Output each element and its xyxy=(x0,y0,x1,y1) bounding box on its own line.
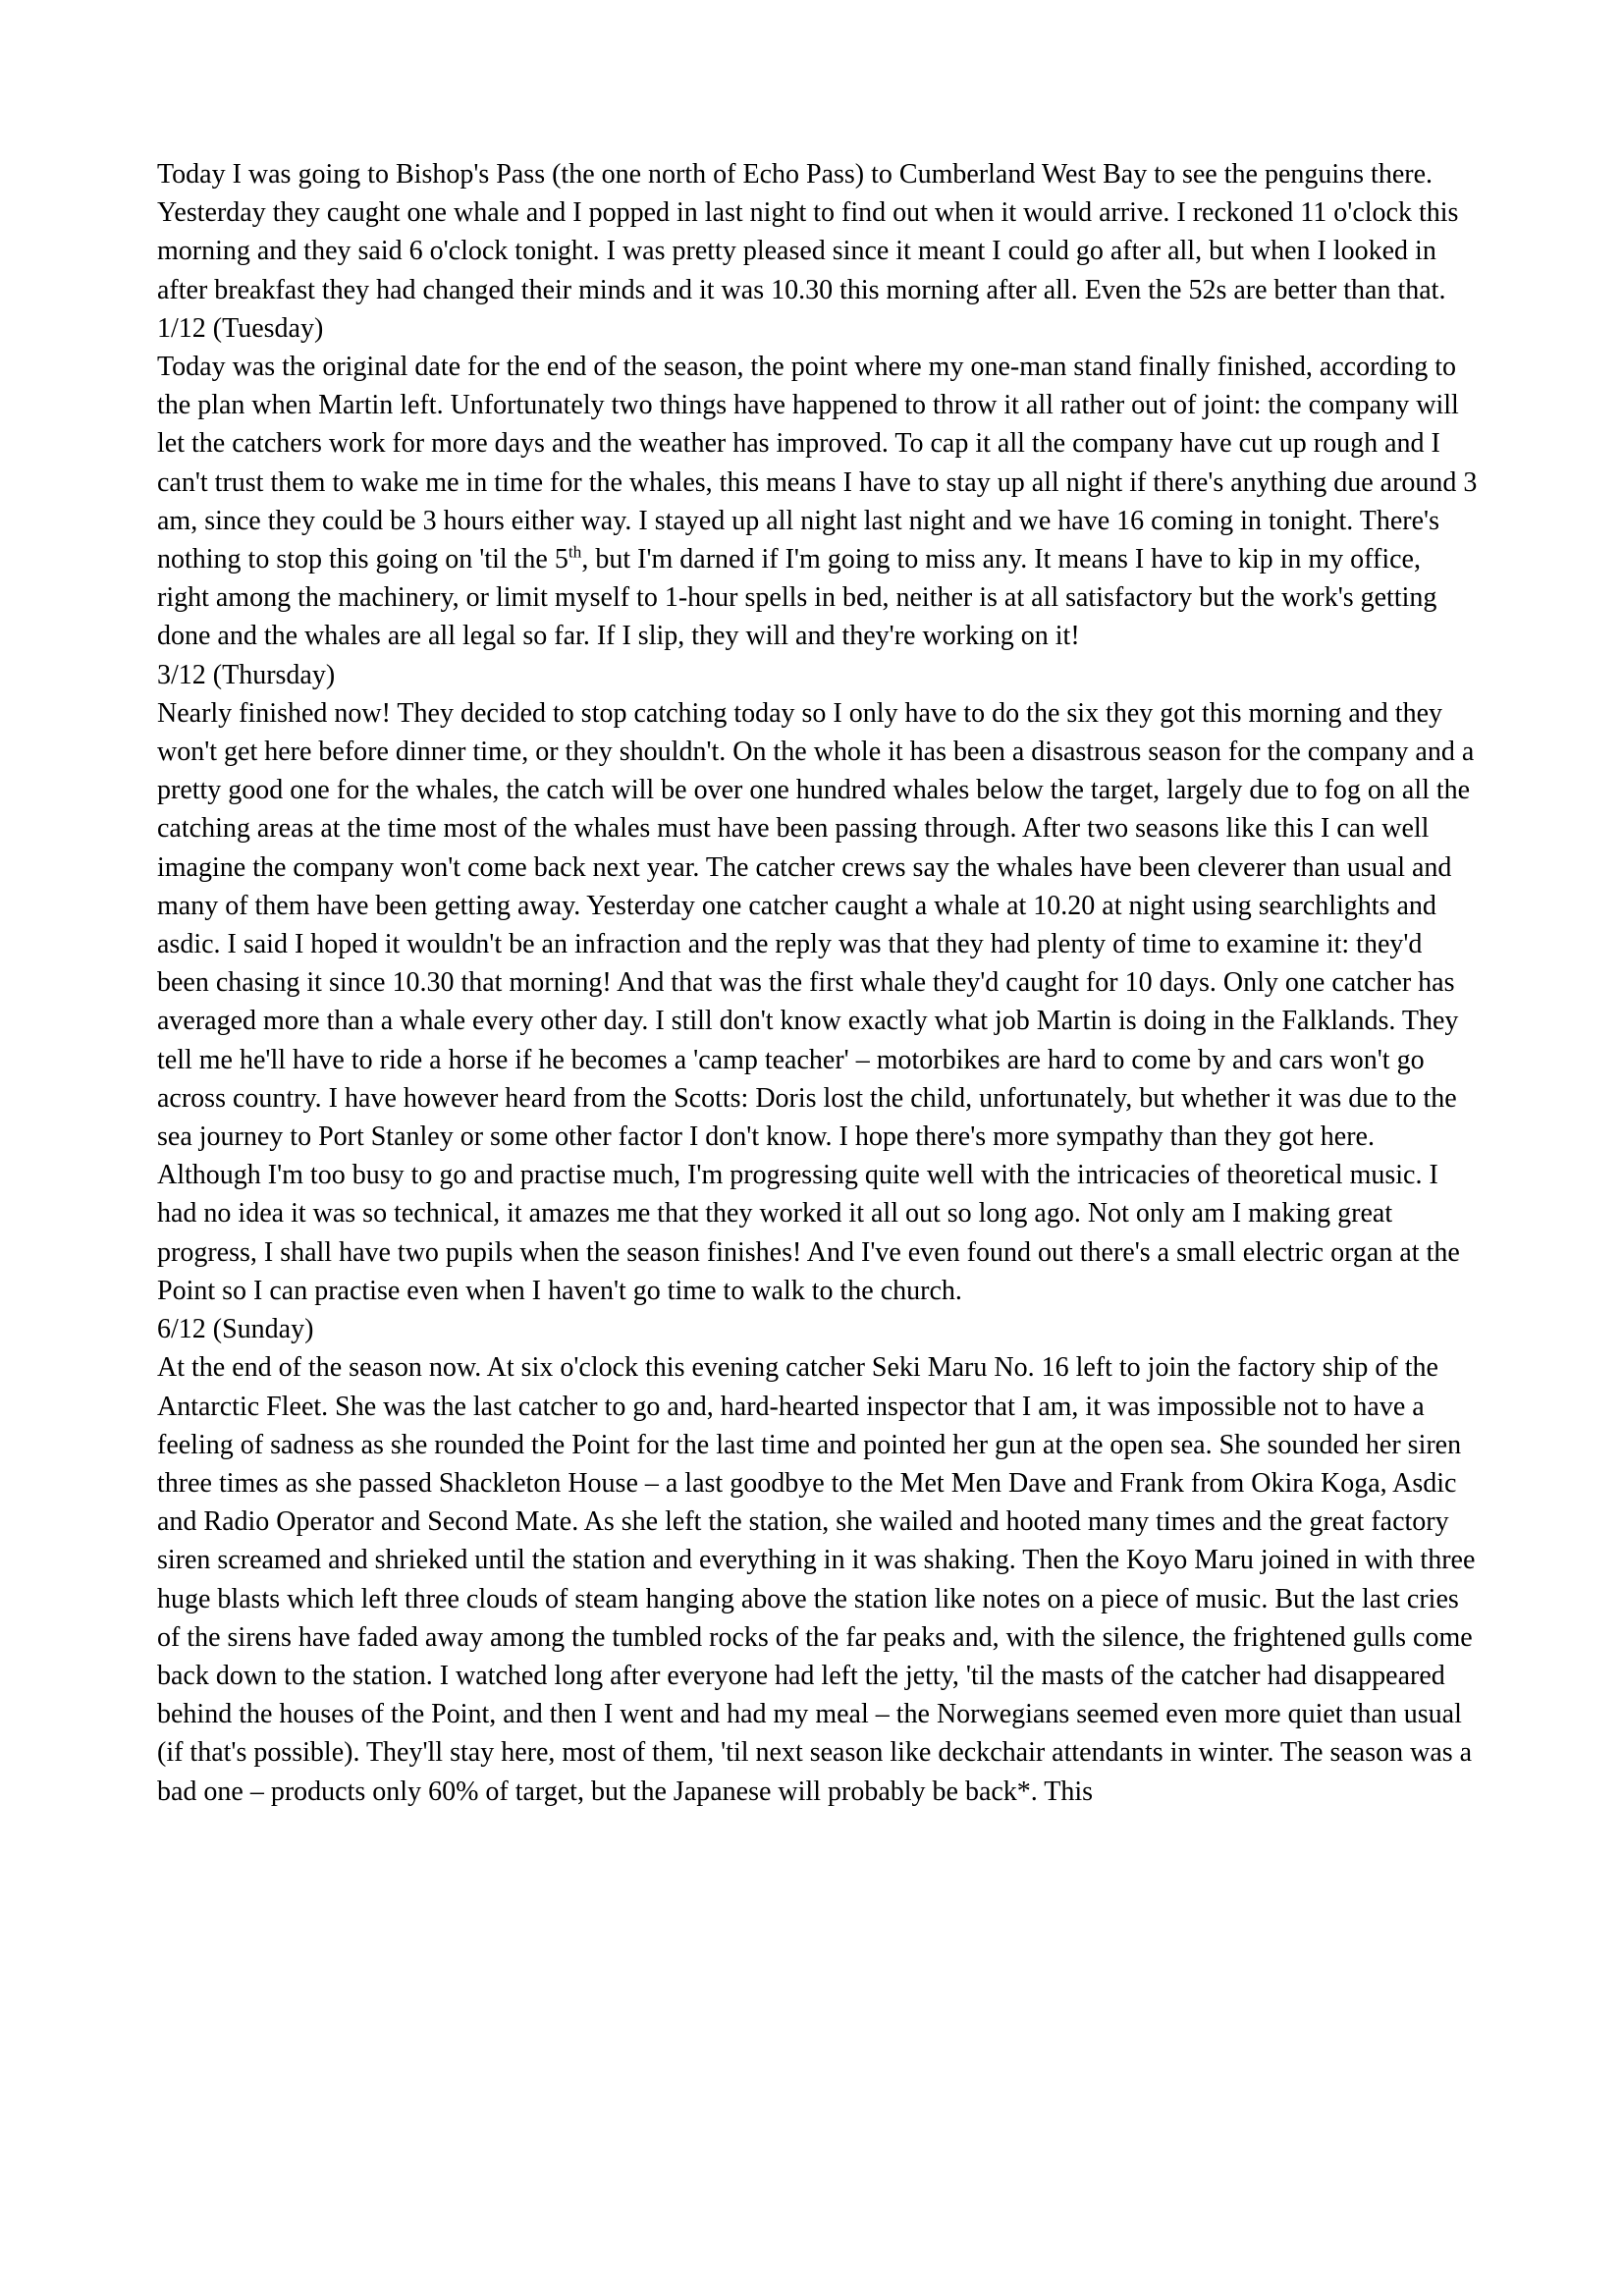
entry-paragraph xyxy=(157,348,1478,656)
entry-paragraph: Today I was going to Bishop's Pass (the one north of Echo Pass) to Cumberland West Bay to see the penguins there. Yesterday they caught one whale and I popped in last night to find out when it would arrive. I reckoned 11 o'clock this morning and they said 6 o'clock tonight. I was pretty pleased since it meant I could go after all, but when I looked in after breakfast they had changed their minds and it was 10.30 this morning after all. Even the 52s are better than that. xyxy=(157,159,1459,305)
entry-paragraph: Nearly finished now! They decided to stop catching today so I only have to do the six they got this morning and they won't get here before dinner time, or they shouldn't. On the whole it has been a disastrous season for the company and a pretty good one for the whales, the catch will be over one hundred whales below the target, largely due to fog on all the catching areas at the time most of the whales must have been passing through. After two seasons like this I can well imagine the company won't come back next year. The catcher crews say the whales have been cleverer than usual and many of them have been getting away. Yesterday one catcher caught a whale at 10.20 at night using searchlights and asdic. I said I hoped it wouldn't be an infraction and the reply was that they had plenty of time to examine it: they'd been chasing it since 10.30 that morning! And that was the first whale they'd caught for 10 days. Only one catcher has averaged more than a whale every other day. I still don't know exactly what job Martin is doing in the Falklands. They tell me he'll have to ride a horse if he becomes a 'camp teacher' – motorbikes are hard to come by and cars won't go across country. I have however heard from the Scotts: Doris lost the child, unfortunately, but whether it was due to the sea journey to Port Stanley or some other factor I don't know. I hope there's more sympathy than they got here. xyxy=(157,697,1475,1153)
ordinal-superscript: th xyxy=(568,542,582,562)
entry-date-heading: 3/12 (Thursday) xyxy=(157,659,336,690)
entry-date-heading: 1/12 (Tuesday) xyxy=(157,312,324,344)
paragraph-text: , but I'm darned if I'm going to miss any. It means I have to kip in my office, right among the machinery, or limit myself to 1-hour spells in bed, neither is at all satisfactory but the work's getting done and the whales are all legal so far. If I slip, they will and they're working on it! xyxy=(157,544,1437,652)
entry-date-heading: 6/12 (Sunday) xyxy=(157,1314,314,1345)
diary-page xyxy=(157,155,1478,1811)
entry-paragraph: Although I'm too busy to go and practise much, I'm progressing quite well with the intricacies of theoretical music. I had no idea it was so technical, it amazes me that they worked it all out so long ago. Not only am I making great progress, I shall have two pupils when the season finishes! And I've even found out there's a small electric organ at the Point so I can practise even when I haven't go time to walk to the church. xyxy=(157,1160,1460,1306)
entry-paragraph: At the end of the season now. At six o'clock this evening catcher Seki Maru No. 16 left to join the factory ship of the Antarctic Fleet. She was the last catcher to go and, hard-hearted inspector that I am, it was impossible not to have a feeling of sadness as she rounded the Point for the last time and pointed her gun at the open sea. She sounded her siren three times as she passed Shackleton House – a last goodbye to the Met Men Dave and Frank from Okira Koga, Asdic and Radio Operator and Second Mate. As she left the station, she wailed and hooted many times and the great factory siren screamed and shrieked until the station and everything in it was shaking. Then the Koyo Maru joined in with three huge blasts which left three clouds of steam hanging above the station like notes on a piece of music. But the last cries of the sirens have faded away among the tumbled rocks of the far peaks and, with the silence, the frightened gulls come back down to the station. I watched long after everyone had left the jetty, 'til the masts of the catcher had disappeared behind the houses of the Point, and then I went and had my meal – the Norwegians seemed even more quiet than usual (if that's possible). They'll stay here, most of them, 'til next season like deckchair attendants in winter. The season was a bad one – products only 60% of target, but the Japanese will probably be back*. This xyxy=(157,1352,1476,1807)
paragraph-text: Today was the original date for the end of the season, the point where my one-man stand finally finished, according to the plan when Martin left. Unfortunately two things have happened to throw it all rather out of joint: the company will let the catchers work for more days and the weather has improved. To cap it all the company have cut up rough and I can't trust them to wake me in time for the whales, this means I have to stay up all night if there's anything due around 3 am, since they could be 3 hours either way. I stayed up all night last night and we have 16 coming in tonight. There's nothing to stop this going on 'til the 5 xyxy=(157,352,1478,575)
